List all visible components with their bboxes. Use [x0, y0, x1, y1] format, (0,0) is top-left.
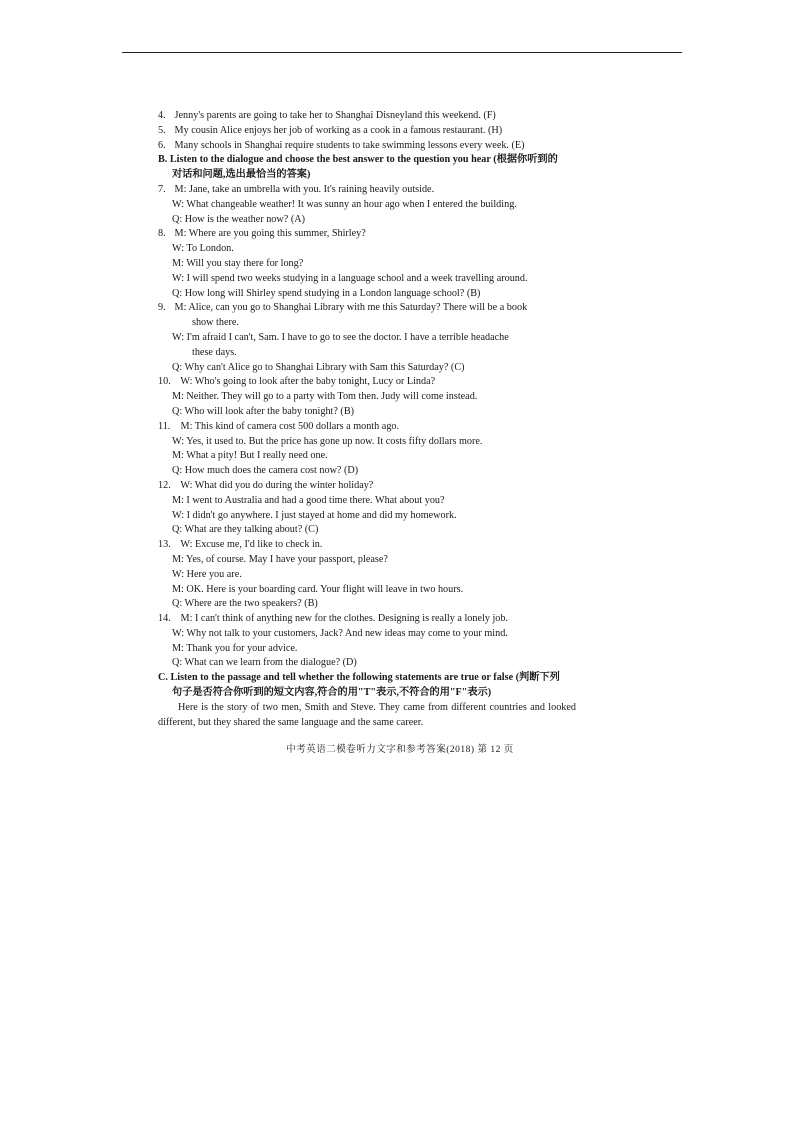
q11-m2: M: What a pity! But I really need one.: [172, 450, 328, 462]
top-rule: [122, 52, 682, 53]
q14-q: Q: What can we learn from the dialogue? (D): [172, 657, 357, 669]
item-5: 5. My cousin Alice enjoys her job of working as a cook in a famous restaurant. (H): [158, 124, 503, 136]
q14-m1: 14. M: I can't think of anything new for the clothes. Designing is really a lonely job.: [158, 613, 509, 625]
section-b-heading: B. Listen to the dialogue and choose the best answer to the question you hear (根据你听到的: [158, 154, 558, 166]
q14-m2: M: Thank you for your advice.: [172, 642, 298, 654]
q10-w: 10. W: Who's going to look after the baby tonight, Lucy or Linda?: [158, 376, 436, 388]
q9-m-cont: show there.: [192, 317, 239, 329]
q8-q: Q: How long will Shirley spend studying in a London language school? (B): [172, 287, 481, 299]
section-b-heading-cont: 对话和问题,选出最恰当的答案): [172, 169, 311, 181]
q12-w2: W: I didn't go anywhere. I just stayed at home and did my homework.: [172, 509, 457, 521]
q9-w-cont: these days.: [192, 346, 237, 358]
q7-m: 7. M: Jane, take an umbrella with you. It's raining heavily outside.: [158, 183, 435, 195]
section-c-heading: C. Listen to the passage and tell whether the following statements are true or false (判断下列: [158, 672, 560, 684]
q9-m: 9. M: Alice, can you go to Shanghai Library with me this Saturday? There will be a book: [158, 302, 528, 314]
q11-q: Q: How much does the camera cost now? (D): [172, 465, 359, 477]
q12-q: Q: What are they talking about? (C): [172, 524, 319, 536]
q8-w1: W: To London.: [172, 243, 234, 255]
q10-q: Q: Who will look after the baby tonight? (B): [172, 405, 355, 417]
q11-w: W: Yes, it used to. But the price has gone up now. It costs fifty dollars more.: [172, 435, 483, 447]
q7-q: Q: How is the weather now? (A): [172, 213, 305, 225]
q8-m2: M: Will you stay there for long?: [172, 257, 304, 269]
q9-w: W: I'm afraid I can't, Sam. I have to go to see the doctor. I have a terrible headache: [172, 331, 509, 343]
item-4: 4. Jenny's parents are going to take her to Shanghai Disneyland this weekend. (F): [158, 110, 496, 121]
item-6: 6. Many schools in Shanghai require students to take swimming lessons every week. (E): [158, 139, 525, 151]
q13-w2: W: Here you are.: [172, 568, 242, 580]
q8-m1: 8. M: Where are you going this summer, Shirley?: [158, 228, 366, 240]
q13-w1: 13. W: Excuse me, I'd like to check in.: [158, 539, 323, 551]
section-c-heading-cont: 句子是否符合你听到的短文内容,符合的用"T"表示,不符合的用"F"表示): [172, 687, 492, 699]
passage-paragraph: Here is the story of two men, Smith and Steve. They came from different countries and looked different, but they shared the same language and the same career.: [158, 701, 576, 728]
q13-m2: M: OK. Here is your boarding card. Your flight will leave in two hours.: [172, 583, 464, 595]
q13-q: Q: Where are the two speakers? (B): [172, 598, 318, 610]
q13-m1: M: Yes, of course. May I have your passport, please?: [172, 553, 388, 565]
q11-m1: 11. M: This kind of camera cost 500 dollars a month ago.: [158, 420, 400, 432]
q12-m: M: I went to Australia and had a good time there. What about you?: [172, 494, 445, 506]
q9-q: Q: Why can't Alice go to Shanghai Library with Sam this Saturday? (C): [172, 361, 465, 373]
q12-w1: 12. W: What did you do during the winter holiday?: [158, 479, 374, 491]
q10-m: M: Neither. They will go to a party with Tom then. Judy will come instead.: [172, 391, 478, 403]
page-footer: 中考英语二模卷听力文字和参考答案(2018) 第 12 页: [286, 745, 514, 755]
q7-w: W: What changeable weather! It was sunny an hour ago when I entered the building.: [172, 198, 517, 210]
q8-w2: W: I will spend two weeks studying in a language school and a week travelling around.: [172, 272, 528, 284]
q14-w: W: Why not talk to your customers, Jack? And new ideas may come to your mind.: [172, 627, 508, 639]
listening-transcript: [158, 109, 578, 730]
